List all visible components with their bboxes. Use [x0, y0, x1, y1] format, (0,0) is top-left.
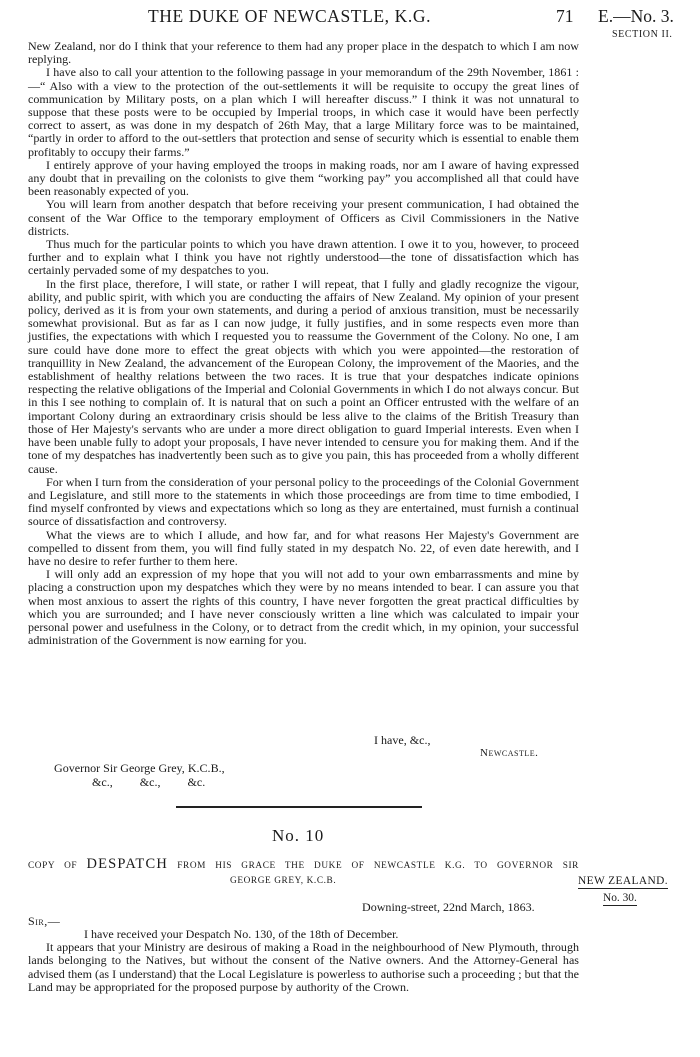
running-title: THE DUKE OF NEWCASTLE, K.G.: [148, 6, 432, 26]
paragraph: I have also to call your attention to the following passage in your memorandum of the 29th November, 1861 :—“ Also with a view to the protection of the out-settlements it will be requisite to occupy the great lines of communication by Military posts, on a plan which I will hereafter discuss.” I think it was not unnatural to suppose that these posts were to be occupied by Imperial troops, in which case it would have been perfectly correct to assert, as was done in my despatch of 26th May, that a large Military force was to be maintained, “partly in order to afford to the out-settlers that protection and sense of security which is essential to enable them profitably to occupy their farms.”: [28, 65, 579, 159]
heading-lead: COPY OF: [28, 861, 78, 871]
heading-despatch-word: DESPATCH: [86, 856, 169, 872]
section-label: SECTION II.: [612, 29, 673, 40]
despatch-body: [28, 928, 579, 994]
paragraph: I have received your Despatch No. 130, of the 18th of December.: [84, 927, 399, 941]
series-number: E.—No. 3.: [598, 6, 674, 26]
paragraph: I entirely approve of your having employed the troops in making roads, nor am I aware of having expressed any doubt that in prevailing on the colonists to give them “working pay” you accomplished all that could have been reasonably expected of you.: [28, 157, 579, 199]
despatch-heading-line2: GEORGE GREY, K.C.B.: [230, 876, 337, 886]
paragraph: New Zealand, nor do I think that your reference to them had any proper place in the despatch to which I am now replying.: [28, 39, 579, 67]
paragraph: For when I turn from the consideration of your personal policy to the proceedings of the Colonial Government and Legislature, and still more to the statements in which those proceedings are from time to time embodied, I find myself confronted by views and expectations which so long as they are entertained, must furnish a continual source of dissatisfaction and controversy.: [28, 474, 579, 529]
letter-body: [28, 40, 579, 647]
despatch-number: No. 10: [272, 826, 325, 845]
paragraph: What the views are to which I allude, and how far, and for what reasons Her Majesty's Government are compelled to dissent from them, you will find fully stated in my despatch No. 22, of even date herewith, and I have no desire to refer further to them here.: [28, 527, 579, 568]
paragraph: In the first place, therefore, I will state, or rather I will repeat, that I fully and gladly recognize the vigour, ability, and public spirit, with which you are conducting the affairs of New Zealand. My opinion of your present policy, derived as it is from your own statements, and during a period of anxious transition, must be necessarily somewhat provisional. But as far as I can now judge, it fully justifies, and in some respects even more than justifies, the expectations with which I requested you to reassume the Government of the Colony. No one, I am sure could have done more to effect the great objects with which you were appointed—the restoration of tranquillity in New Zealand, the advancement of the European Colony, the improvement of the Maories, and the establishment of healthy relations between the two races. It is true that your despatches indicate opinions respecting the relative obligations of the Imperial and Colonial Governments in which I do not always concur. But in this I see nothing to complain of. It is natural that on such a point an Officer entrusted with the welfare of an important Colony during an extraordinary crisis should be less alive to the claims of the British Treasury than those of Her Majesty's servants who are under a more direct obligation to guard Imperial interests. Even when I have been unable fully to adopt your proposals, I have never intended to censure you for making them. And if the tone of my despatches has inadvertently been such as to give you pain, this has proceeded from a wholly different cause.: [28, 276, 579, 476]
despatch-heading: [28, 856, 579, 873]
paragraph: Thus much for the particular points to which you have drawn attention. I owe it to you, however, to proceed further and to explain what I think you have not rightly understood—the tone of dissatisfaction which has certainly pervaded some of my despatches to you.: [28, 237, 579, 278]
addressee-etc: &c., &c., &c.: [92, 775, 206, 789]
margin-note-number: No. 30.: [603, 892, 637, 904]
addressee: Governor Sir George Grey, K.C.B.,: [54, 761, 225, 775]
signature: Newcastle.: [480, 747, 539, 759]
margin-note-place: NEW ZEALAND.: [578, 875, 669, 887]
salutation: Sir,—: [28, 914, 61, 928]
section-divider: [176, 806, 422, 808]
page-number: 71: [556, 6, 574, 26]
heading-rest: FROM HIS GRACE THE DUKE OF NEWCASTLE K.G. TO GOVERNOR SIR: [177, 861, 579, 871]
dateline: Downing-street, 22nd March, 1863.: [362, 900, 535, 914]
closing: I have, &c.,: [374, 733, 431, 747]
paragraph: You will learn from another despatch that before receiving your present communication, I had obtained the consent of the War Office to the temporary employment of Officers as Civil Commissioners in the Native districts.: [28, 197, 579, 238]
paragraph: It appears that your Ministry are desirous of making a Road in the neighbourhood of New Plymouth, through lands belonging to the Natives, but without the consent of the Native owners. And the Attorney-General has advised them (as I understand) that the Local Legislature is powerless to authorise such a proceeding ; but that the Land may be appropriated for the proposed purpose by authority of the Crown.: [28, 940, 579, 994]
paragraph: I will only add an expression of my hope that you will not add to your own embarrassments and mine by placing a construction upon my despatches which they were by no means intended to bear. I can assure you that when most anxious to assert the rights of this country, I have never forgotten the great practical difficulties by which you are surrounded; and I have never consciously written a line which was calculated to impair your personal power and usefulness in the Colony, or to detract from the credit which, in my opinion, your successful administration of the Government is now earning for you.: [28, 567, 579, 648]
